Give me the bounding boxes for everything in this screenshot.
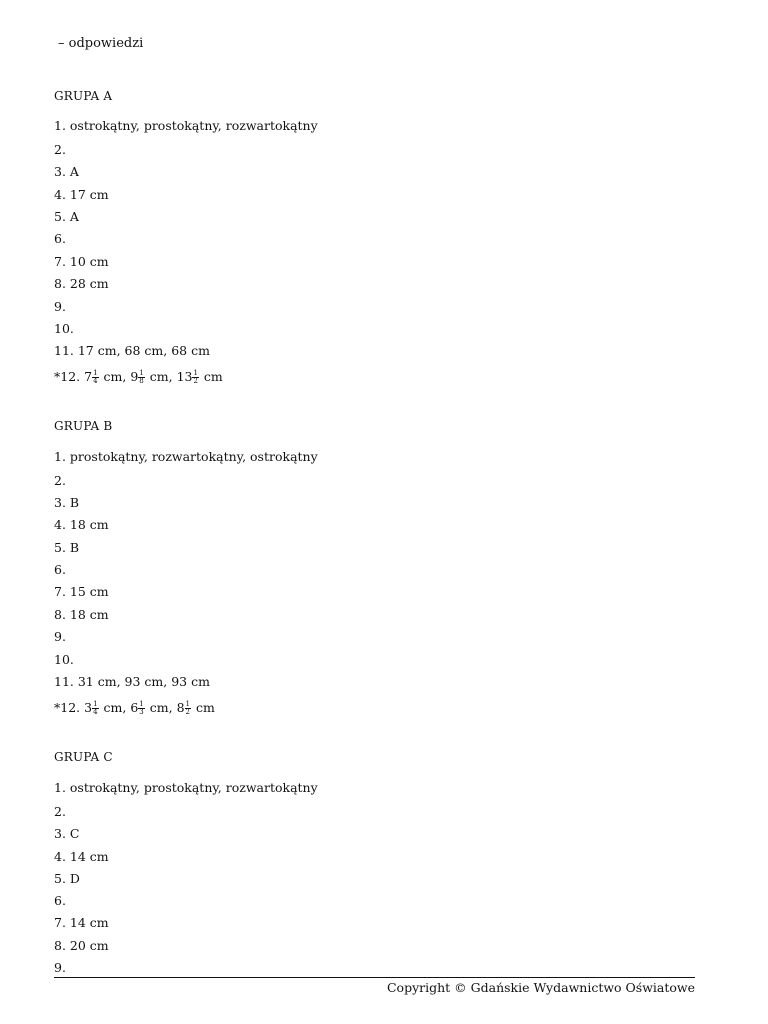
group-c-answer-5: 5. D <box>54 871 80 886</box>
group-a-answer-12 <box>54 369 223 385</box>
denominator: 2 <box>185 708 190 716</box>
group-b-answer-3: 3. B <box>54 495 80 510</box>
group-a-answer-9: 9. <box>54 299 66 314</box>
group-a-answer-8: 8. 28 cm <box>54 276 109 291</box>
group-a-answer-6: 6. <box>54 231 66 246</box>
whole-number: 7 <box>84 369 93 384</box>
group-b-answer-7: 7. 15 cm <box>54 584 109 599</box>
unit: cm, <box>149 369 173 384</box>
numerator: 1 <box>93 700 98 708</box>
numerator: 1 <box>139 700 144 708</box>
group-c-answer-1: 1. ostrokątny, prostokątny, rozwartokątny <box>54 780 318 795</box>
denominator: 3 <box>139 708 144 716</box>
group-b-answer-1: 1. prostokątny, rozwartokątny, ostrokątny <box>54 449 318 464</box>
group-b-answer-10: 10. <box>54 652 74 667</box>
unit: cm <box>203 369 223 384</box>
group-c-answer-9: 9. <box>54 960 66 975</box>
footer-copyright: Copyright © Gdańskie Wydawnictwo Oświatowe <box>386 980 695 995</box>
unit: cm <box>195 700 215 715</box>
group-a-answer-1: 1. ostrokątny, prostokątny, rozwartokątny <box>54 118 318 133</box>
group-b-title: GRUPA B <box>54 419 113 433</box>
group-a-answer-4: 4. 17 cm <box>54 187 109 202</box>
unit: cm, <box>103 700 127 715</box>
fraction <box>138 370 144 385</box>
whole-number: 6 <box>130 700 139 715</box>
denominator: 8 <box>139 377 144 385</box>
numerator: 1 <box>139 369 144 377</box>
unit: cm, <box>103 369 127 384</box>
group-a-answer-2: 2. <box>54 142 66 157</box>
whole-number: 3 <box>84 700 93 715</box>
group-a-title: GRUPA A <box>54 89 113 103</box>
group-a-answer-11: 11. 17 cm, 68 cm, 68 cm <box>54 343 210 358</box>
footer-divider <box>54 977 695 978</box>
group-a-answer-7: 7. 10 cm <box>54 254 109 269</box>
denominator: 4 <box>93 708 98 716</box>
group-b-answer-12 <box>54 700 215 716</box>
q12-prefix: *12. <box>54 700 81 715</box>
group-b-answer-8: 8. 18 cm <box>54 607 109 622</box>
whole-number: 8 <box>176 700 185 715</box>
fraction <box>92 370 98 385</box>
group-b-answer-5: 5. B <box>54 540 80 555</box>
whole-number: 9 <box>130 369 139 384</box>
group-b-answer-6: 6. <box>54 562 66 577</box>
numerator: 1 <box>185 700 190 708</box>
group-b-answer-9: 9. <box>54 629 66 644</box>
group-c-answer-7: 7. 14 cm <box>54 915 109 930</box>
denominator: 2 <box>193 377 198 385</box>
group-b-answer-2: 2. <box>54 473 66 488</box>
unit: cm, <box>149 700 173 715</box>
fraction <box>92 701 98 716</box>
group-a-answer-3: 3. A <box>54 164 79 179</box>
numerator: 1 <box>93 369 98 377</box>
whole-number: 13 <box>176 369 193 384</box>
group-c-title: GRUPA C <box>54 750 113 764</box>
fraction <box>138 701 144 716</box>
group-c-answer-8: 8. 20 cm <box>54 938 109 953</box>
fraction <box>192 370 198 385</box>
group-b-answer-4: 4. 18 cm <box>54 517 109 532</box>
group-c-answer-2: 2. <box>54 804 66 819</box>
group-a-answer-5: 5. A <box>54 209 79 224</box>
group-b-answer-11: 11. 31 cm, 93 cm, 93 cm <box>54 674 210 689</box>
group-a-answer-10: 10. <box>54 321 74 336</box>
denominator: 4 <box>93 377 98 385</box>
page-heading: – odpowiedzi <box>58 36 144 51</box>
q12-prefix: *12. <box>54 369 81 384</box>
group-c-answer-4: 4. 14 cm <box>54 849 109 864</box>
numerator: 1 <box>193 369 198 377</box>
group-c-answer-3: 3. C <box>54 826 80 841</box>
fraction <box>185 701 191 716</box>
group-c-answer-6: 6. <box>54 893 66 908</box>
